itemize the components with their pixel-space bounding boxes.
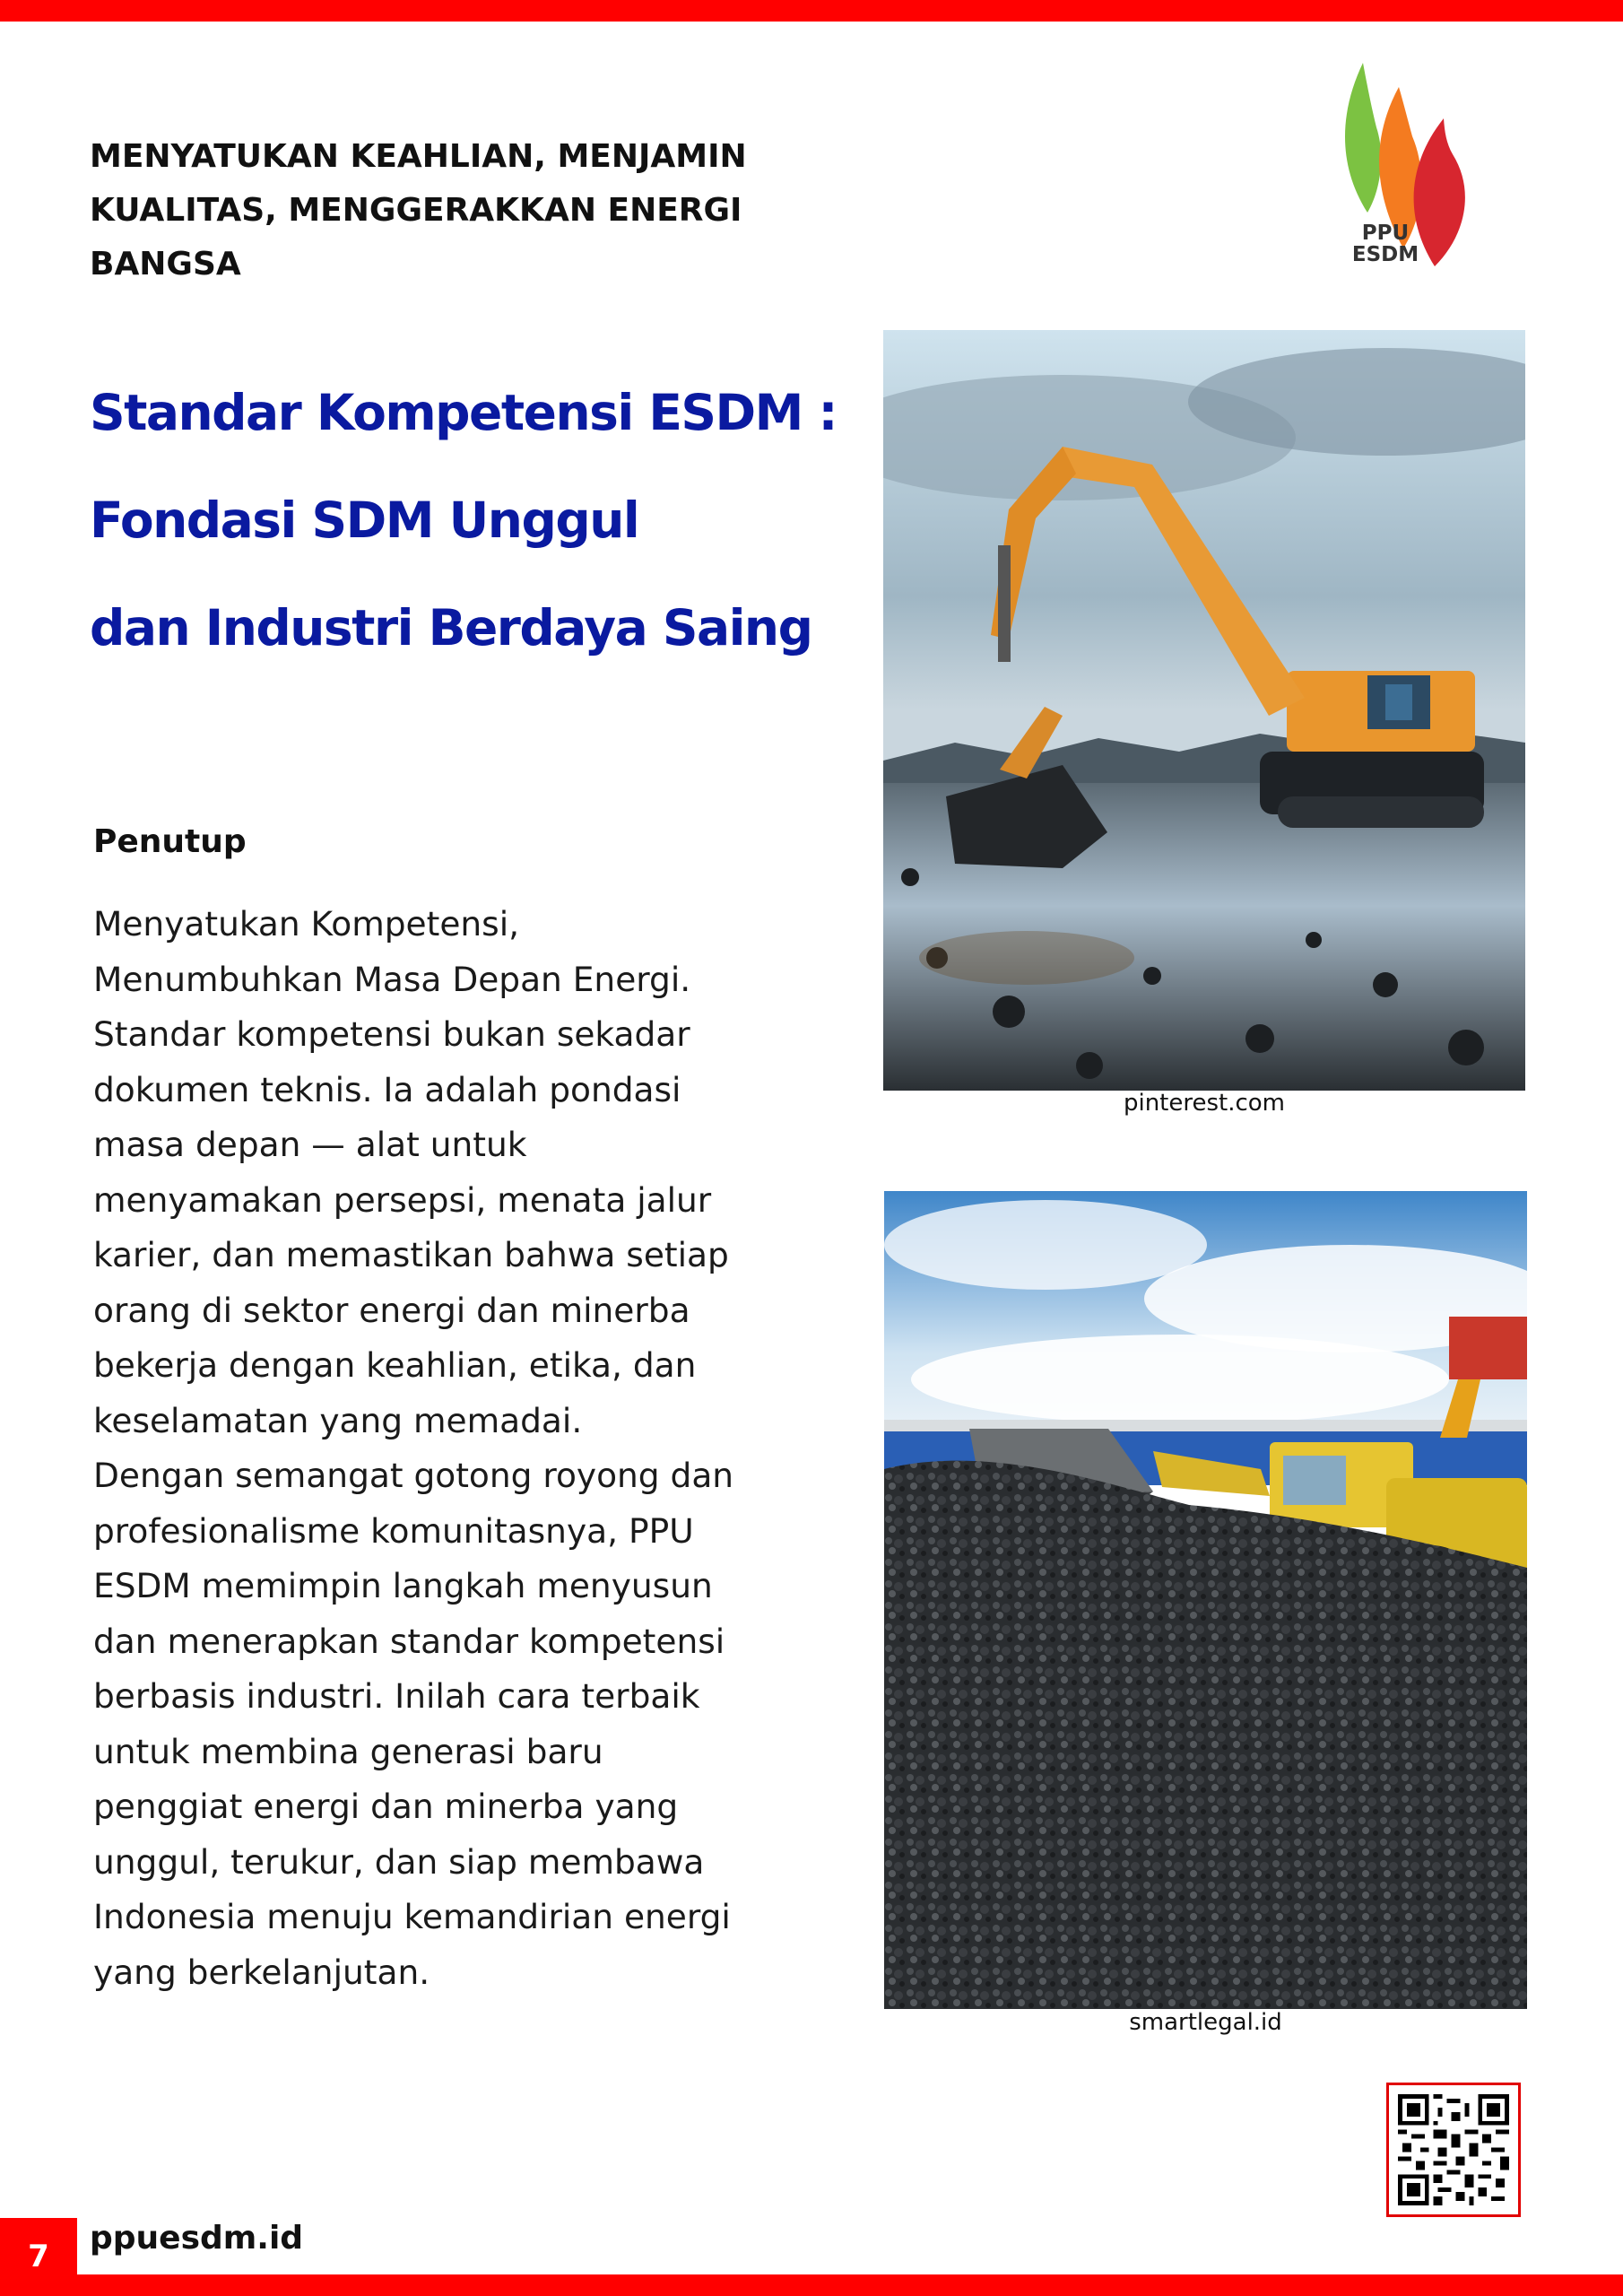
tagline-line: MENYATUKAN KEAHLIAN, MENJAMIN [90, 138, 747, 175]
body-line: profesionalisme komunitasnya, PPU [93, 1510, 694, 1551]
body-line: Dengan semangat gotong royong dan [93, 1456, 734, 1495]
logo-text-line: ESDM [1351, 243, 1419, 266]
body-line: karier, dan memastikan bahwa setiap [93, 1235, 729, 1274]
page-title [90, 359, 861, 682]
section-heading: Penutup [93, 823, 247, 860]
body-line: Menyatukan Kompetensi, [93, 904, 520, 944]
site-url: ppuesdm.id [90, 2220, 304, 2257]
coal-loader-photo [884, 1191, 1527, 2009]
title-line: dan Industri Berdaya Saing [90, 599, 812, 657]
page-number: 7 [0, 2218, 77, 2296]
image-caption: smartlegal.id [1129, 2009, 1282, 2036]
tagline-line: KUALITAS, MENGGERAKKAN ENERGI [90, 192, 742, 229]
body-line: masa depan — alat untuk [93, 1125, 527, 1164]
body-line: Menumbuhkan Masa Depan Energi. [93, 959, 691, 999]
body-line: dan menerapkan standar kompetensi [93, 1621, 725, 1661]
tagline [90, 130, 825, 291]
bottom-red-bar [0, 2274, 1623, 2296]
body-line: unggul, terukur, dan siap membawa [93, 1841, 705, 1882]
logo-text [1350, 222, 1421, 265]
image-caption: pinterest.com [1123, 1090, 1286, 1117]
body-line: berbasis industri. Inilah cara terbaik [93, 1676, 700, 1716]
body-line: menyamakan persepsi, menata jalur [93, 1179, 712, 1220]
body-line: yang berkelanjutan. [93, 1952, 430, 1992]
body-line: Standar kompetensi bukan sekadar [93, 1014, 690, 1054]
body-line: Indonesia menuju kemandirian energi [93, 1897, 731, 1936]
logo-text-line: PPU [1361, 222, 1410, 245]
qr-code-icon [1386, 2083, 1521, 2217]
excavator-photo [883, 330, 1525, 1091]
body-line: bekerja dengan keahlian, etika, dan [93, 1345, 697, 1385]
title-line: Fondasi SDM Unggul [90, 491, 639, 549]
title-line: Standar Kompetensi ESDM : [90, 384, 838, 441]
body-line: keselamatan yang memadai. [93, 1400, 583, 1440]
body-line: untuk membina generasi baru [93, 1731, 603, 1771]
body-line: ESDM memimpin langkah menyusun [93, 1566, 713, 1605]
body-line: penggiat energi dan minerba yang [93, 1787, 679, 1826]
top-red-bar [0, 0, 1623, 22]
body-paragraph [93, 897, 811, 2000]
body-line: dokumen teknis. Ia adalah pondasi [93, 1069, 681, 1109]
tagline-line: BANGSA [90, 246, 241, 283]
body-line: orang di sektor energi dan minerba [93, 1290, 690, 1330]
